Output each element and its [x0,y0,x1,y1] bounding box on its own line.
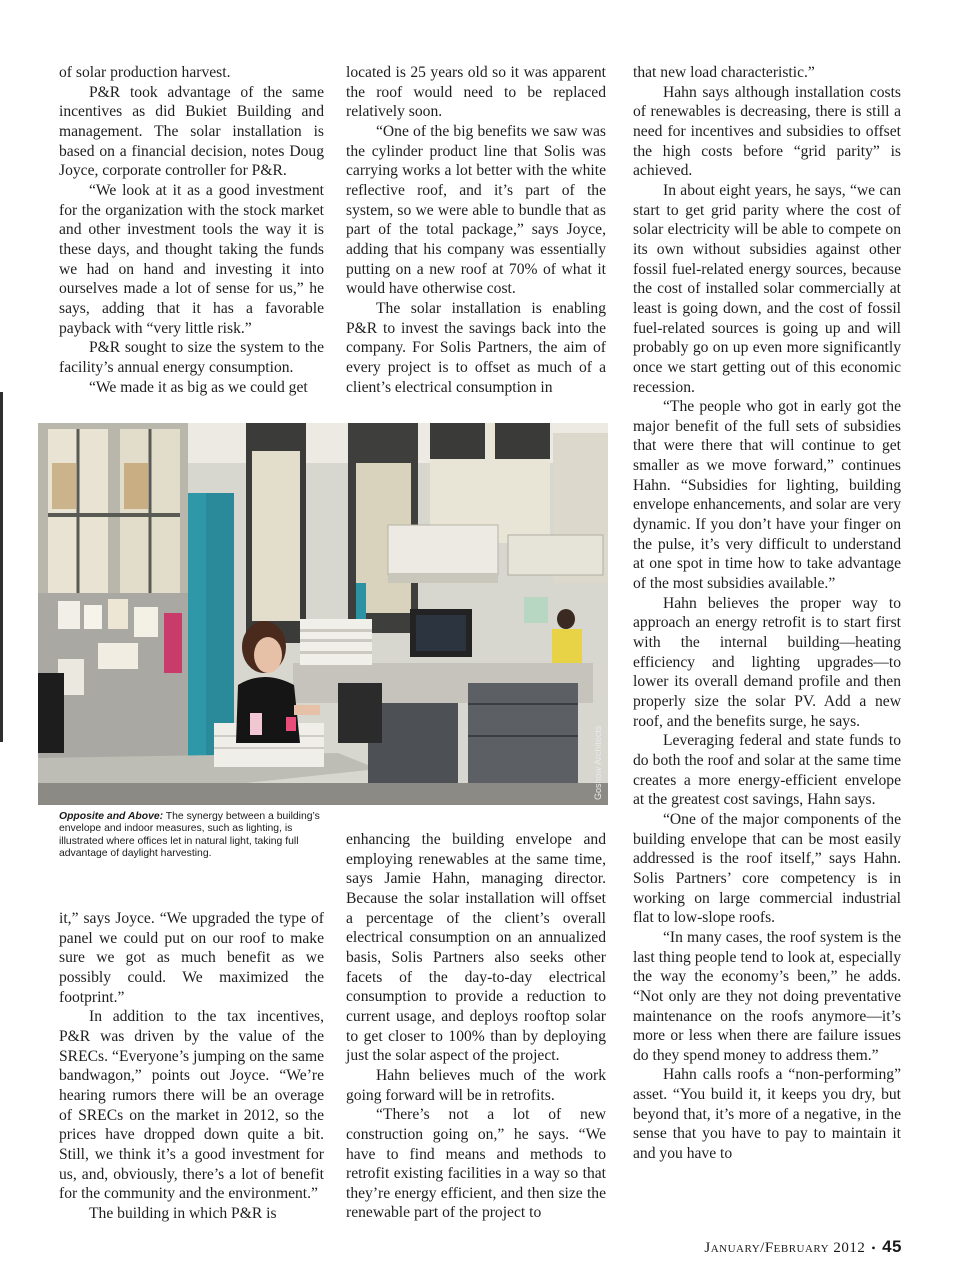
article-column-2-top [346,63,606,397]
article-paragraph: Leveraging federal and state funds to do both the roof and solar at the same time creates a more energy-efficient envelope at the greatest cost savings, Hahn says. [633,732,901,809]
photo-caption [59,811,329,860]
issue-date: January/February 2012 [704,1240,866,1256]
article-paragraph: enhancing the building envelope and employing renewables at the same time, says Jamie Hahn, managing director. Because the solar installation will offset a percentage of the client’s overall electrical consumption on an annualized basis, Solis Partners also seeks other facets of the day-to-day electrical consumption to provide a reduction to current usage, and deploys rooftop solar to get closer to 100% than by deploying just the solar aspect of the project. [346,831,606,1065]
article-paragraph: P&R took advantage of the same incentives as did Bukiet Building and management. The solar installation is based on a financial decision, notes Doug Joyce, corporate controller for P&R. [59,83,324,180]
article-paragraph: Hahn says although installation costs of renewables is decreasing, there is still a need for incentives and subsidies to offset the high costs before “grid parity” is achieved. [633,83,901,180]
article-paragraph: of solar production harvest. [59,64,231,81]
article-paragraph: “We made it as big as we could get [89,378,308,396]
folio-bullet: • [871,1241,877,1255]
page-number: 45 [882,1237,902,1256]
photo-credit: Goshow Architects [593,725,603,800]
article-paragraph: Hahn calls roofs a “non-performing” asset. “You build it, it keeps you dry, but beyond that, it’s more of a negative, in the sense that you have to pay to maintain it and you have to [633,1066,901,1163]
article-paragraph: Hahn believes the proper way to approach an energy retrofit is to start first with the internal building—heating efficiency and lighting upgrades—to lower its overall demand profile and then properly size the solar PV. Add a new roof, and the benefits surge, he says. [633,594,901,730]
article-paragraph: that new load characteristic.” [633,64,815,81]
article-paragraph: “There’s not a lot of new construction going on,” he says. “We have to find means and methods to retrofit existing facilities in a way so that they’re energy efficient, and then size the renewable part of the project to [346,1106,606,1222]
article-paragraph: it,” says Joyce. “We upgraded the type of panel we could put on our roof to make sure we got as much benefit as we possibly could. We maximized the footprint.” [59,910,324,1006]
article-paragraph: Hahn believes much of the work going forward will be in retrofits. [346,1066,606,1104]
article-column-3 [633,63,901,1164]
article-paragraph: “We look at it as a good investment for the organization with the stock market and other investment tools the way it is these days, and thought taking the funds we had on hand and investing it into ourselves made a lot of sense for us,” he says, adding that it has a favorable payback with “very little risk.” [59,181,324,337]
caption-lead: Opposite and Above: [59,811,164,822]
article-paragraph: “In many cases, the roof system is the last thing people tend to look at, especially the way the economy’s been,” he adds. “Not only are they not doing preventative maintenance on the roofs anymore—it’s more or less when there are failure issues do they spend money to address them.” [633,928,901,1064]
article-column-2-bottom [346,830,606,1223]
article-column-1-bottom [59,909,324,1224]
page-folio [704,1237,902,1257]
article-paragraph: “One of the big benefits we saw was the cylinder product line that Solis was carrying works a lot better with the white reflective roof, and it’s part of the system, so we were able to bundle that as part of the total package,” says Joyce, adding that his company was essentially putting on a new roof at 70% of what it would have otherwise cost. [346,122,606,298]
article-paragraph: In addition to the tax incentives, P&R was driven by the value of the SRECs. “Everyone’s jumping on the same bandwagon,” points out Joyce. “We’re hearing rumors there will be an overage of SRECs on the market in 2012, so the prices have dropped down quite a bit. Still, we think it’s a good investment for us, and, obviously, there’s a lot of benefit for the community and the environment.” [59,1008,324,1203]
article-paragraph: In about eight years, he says, “we can start to get grid parity where the cost of solar electricity will be able to compete on its own without subsidies against other fossil fuel-related energy sources, because the cost of installed solar commercially at least is going down, and the cost of fossil fuel-related sources is going up and will probably go on up even more significantly once we start getting out of this economic recession. [633,181,901,396]
article-paragraph: The building in which P&R is [89,1204,277,1222]
article-column-1-top [59,63,324,397]
article-paragraph: P&R sought to size the system to the facility’s annual energy consumption. [59,339,324,376]
caption-body: The synergy between a building’s envelope and indoor measures, such as lighting, is illustrated where offices let in natural light, taking full advantage of daylight harvesting. [59,811,320,859]
page-edge-mark [0,392,3,742]
article-paragraph: “The people who got in early got the major benefit of the full sets of subsidies that were there that will continue to get smaller as we move forward,” continues Hahn. “Subsidies for lighting, building envelope enhancements, and solar are very dynamic. If you don’t have your finger on the pulse, it’s very difficult to understand at one spot in time how to take advantage of the most subsidies available.” [633,398,901,593]
article-paragraph: located is 25 years old so it was apparent the roof would need to be replaced relatively soon. [346,64,606,121]
office-photo [38,423,608,805]
article-paragraph: “One of the major components of the building envelope that can be most easily addressed is the roof itself,” says Hahn. Solis Partners’ core competency is in working on large commercial industrial flat to low-slope roofs. [633,810,901,927]
article-paragraph: The solar installation is enabling P&R to invest the savings back into the company. For Solis Partners, the aim of every project is to offset as much of a client’s electrical consumption in [346,299,606,396]
